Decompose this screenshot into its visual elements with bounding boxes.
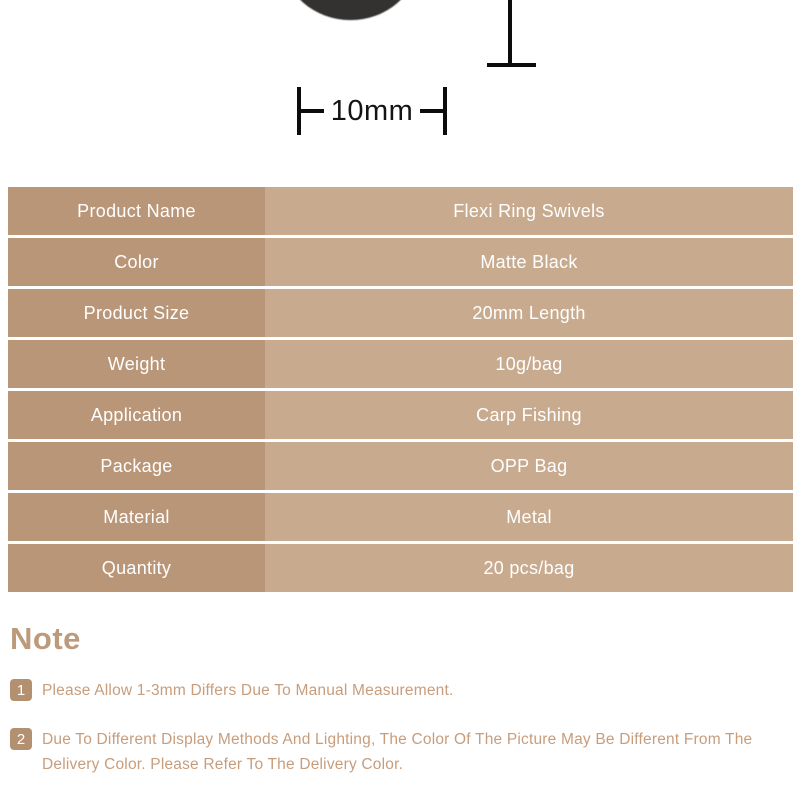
table-row [8,187,793,235]
note-item-1 [10,678,790,703]
product-photo-section [0,0,800,186]
note-item-2 [10,727,790,777]
table-row [8,340,793,388]
table-row [8,544,793,592]
note-text: Please Allow 1-3mm Differs Due To Manual Measurement. [42,682,454,699]
spec-label-quantity: Quantity [8,544,265,592]
dimension-line-right [420,109,443,113]
spec-label-material: Material [8,493,265,541]
spec-value-product-size: 20mm Length [265,289,793,337]
spec-value-package: OPP Bag [265,442,793,490]
spec-label-weight: Weight [8,340,265,388]
notes-heading: Note [10,621,81,656]
spec-label-product-name: Product Name [8,187,265,235]
vertical-dimension-cap [487,63,536,67]
dimension-line-left [301,109,324,113]
note-number-badge: 2 [10,728,32,750]
spec-value-application: Carp Fishing [265,391,793,439]
product-ring-photo [284,0,417,20]
spec-label-product-size: Product Size [8,289,265,337]
spec-value-color: Matte Black [265,238,793,286]
table-row [8,289,793,337]
spec-value-product-name: Flexi Ring Swivels [265,187,793,235]
width-dimension-annotation [297,87,447,135]
note-number-badge: 1 [10,679,32,701]
spec-label-package: Package [8,442,265,490]
spec-label-color: Color [8,238,265,286]
spec-value-weight: 10g/bag [265,340,793,388]
dimension-width-label: 10mm [330,94,414,127]
table-row [8,238,793,286]
table-row [8,391,793,439]
spec-value-material: Metal [265,493,793,541]
dimension-right-tick [443,87,447,135]
spec-value-quantity: 20 pcs/bag [265,544,793,592]
spec-table [8,187,793,592]
vertical-dimension-line [508,0,512,66]
notes-section [10,621,790,777]
note-text: Due To Different Display Methods And Lighting, The Color Of The Picture May Be Different From The Delivery Color. Please Refer To The Delivery Color. [42,731,753,773]
spec-label-application: Application [8,391,265,439]
table-row [8,493,793,541]
table-row [8,442,793,490]
